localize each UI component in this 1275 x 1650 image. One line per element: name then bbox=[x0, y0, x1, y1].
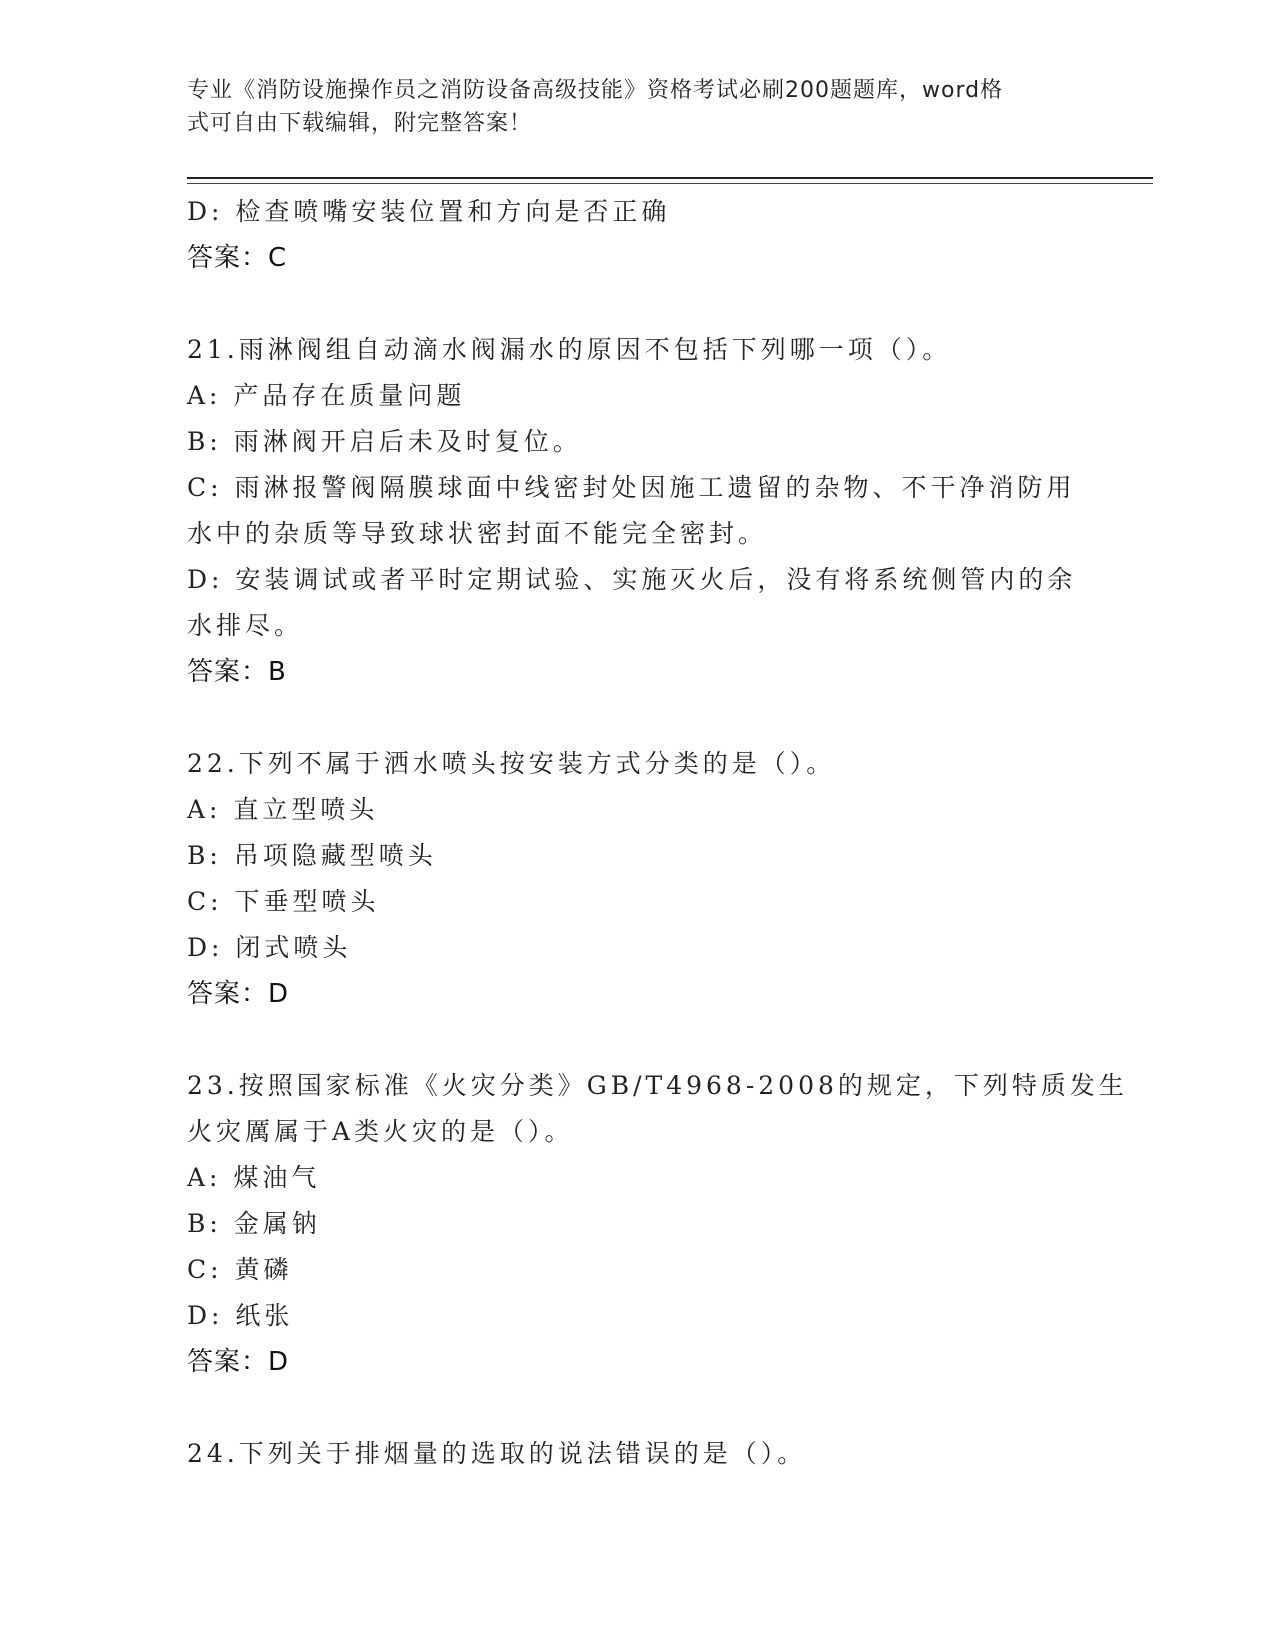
answer-line: 答案：D bbox=[187, 1347, 290, 1377]
question-23 bbox=[187, 1063, 1128, 1385]
header-divider-thin bbox=[187, 183, 1153, 184]
question-20-tail bbox=[187, 189, 1077, 281]
document-header bbox=[187, 74, 1067, 140]
spacer bbox=[187, 1385, 1077, 1431]
question-24 bbox=[187, 1431, 1077, 1477]
question-text: 22.下列不属于洒水喷头按安装方式分类的是（）。 bbox=[187, 749, 836, 778]
option-c-line-1: C: 雨淋报警阀隔膜球面中线密封处因施工遗留的杂物、不干净消防用 bbox=[187, 473, 1076, 502]
option-b: B: 金属钠 bbox=[187, 1209, 321, 1238]
question-text-line-1: 23.按照国家标准《火灾分类》GB/T4968-2008的规定，下列特质发生 bbox=[187, 1071, 1128, 1100]
answer-line: 答案：D bbox=[187, 979, 290, 1009]
option-a: A: 直立型喷头 bbox=[187, 795, 379, 824]
spacer bbox=[187, 1017, 1077, 1063]
answer-line: 答案：C bbox=[187, 243, 288, 273]
option-d: D: 检查喷嘴安装位置和方向是否正确 bbox=[187, 197, 671, 226]
option-c-line-2: 水中的杂质等导致球状密封面不能完全密封。 bbox=[187, 519, 768, 548]
option-c: C: 黄磷 bbox=[187, 1255, 293, 1284]
option-d-line-2: 水排尽。 bbox=[187, 611, 304, 640]
question-list bbox=[187, 189, 1128, 1477]
header-line-2: 式可自由下载编辑，附完整答案！ bbox=[187, 111, 533, 136]
question-text-line-2: 火灾厲属于A类火灾的是（）。 bbox=[187, 1117, 574, 1146]
question-22 bbox=[187, 741, 1077, 1017]
option-a: A: 产品存在质量问题 bbox=[187, 381, 466, 410]
answer-line: 答案：B bbox=[187, 657, 287, 687]
option-d-line-1: D: 安装调试或者平时定期试验、实施灭火后，没有将系统侧管内的余 bbox=[187, 565, 1077, 594]
option-b: B: 雨淋阀开启后未及时复位。 bbox=[187, 427, 582, 456]
option-a: A: 煤油气 bbox=[187, 1163, 321, 1192]
spacer bbox=[187, 281, 1077, 327]
option-c: C: 下垂型喷头 bbox=[187, 887, 380, 916]
question-text: 21.雨淋阀组自动滴水阀漏水的原因不包括下列哪一项（）。 bbox=[187, 335, 952, 364]
header-line-1: 专业《消防设施操作员之消防设备高级技能》资格考试必刷200题题库，word格 bbox=[187, 78, 1004, 103]
question-text: 24.下列关于排烟量的选取的说法错误的是（）。 bbox=[187, 1439, 807, 1468]
spacer bbox=[187, 695, 1077, 741]
header-divider-thick bbox=[187, 177, 1153, 179]
question-21 bbox=[187, 327, 1077, 695]
option-d: D: 闭式喷头 bbox=[187, 933, 352, 962]
option-b: B: 吊项隐藏型喷头 bbox=[187, 841, 437, 870]
option-d: D: 纸张 bbox=[187, 1301, 294, 1330]
